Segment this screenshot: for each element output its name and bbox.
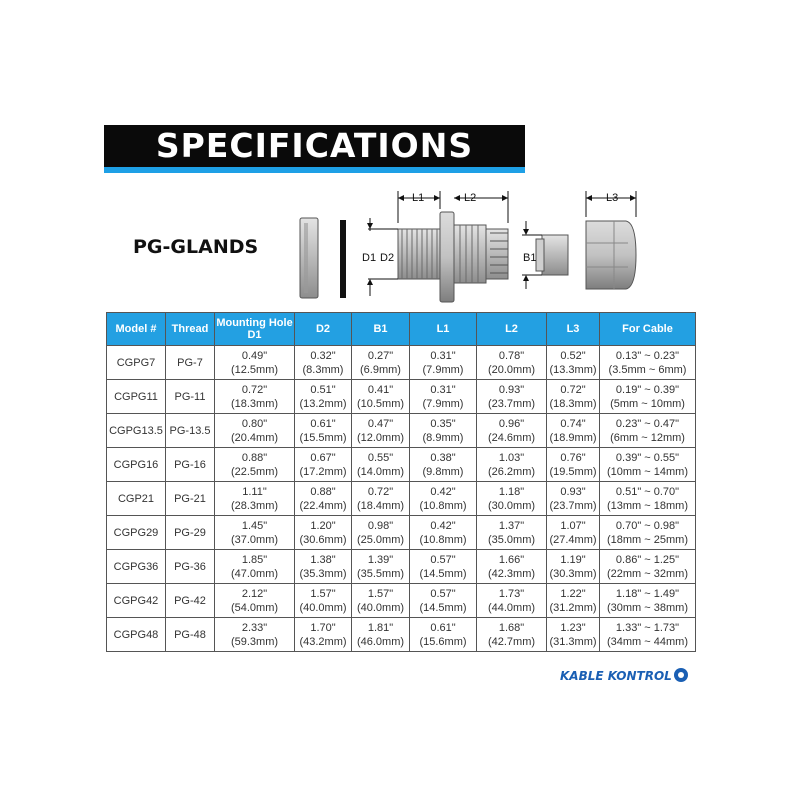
cell-value-mm: (14.5mm) bbox=[419, 567, 467, 580]
cell-value-mm: (9.8mm) bbox=[422, 465, 464, 478]
cell-value-inch: 1.57" bbox=[367, 587, 394, 600]
cell-value-mm: (3.5mm ~ 6mm) bbox=[608, 363, 687, 376]
cell-value-mm: (15.6mm) bbox=[419, 635, 467, 648]
cell-value-mm: (14.5mm) bbox=[419, 601, 467, 614]
cell-value-inch: 0.88" bbox=[241, 451, 268, 464]
cell-value-inch: 1.19" bbox=[560, 553, 586, 566]
table-cell bbox=[295, 584, 352, 618]
table-cell bbox=[410, 516, 477, 550]
table-cell bbox=[215, 414, 295, 448]
table-body bbox=[107, 346, 696, 652]
table-row bbox=[107, 482, 696, 516]
table-cell bbox=[352, 516, 410, 550]
cell-value-inch: 0.72" bbox=[560, 383, 586, 396]
cell-value-inch: 0.32" bbox=[310, 349, 336, 362]
cell-value-mm: (18.9mm) bbox=[549, 431, 597, 444]
table-cell bbox=[477, 346, 547, 380]
table-cell bbox=[295, 414, 352, 448]
gland-body-part bbox=[398, 212, 508, 302]
cell-value-inch: 0.88" bbox=[310, 485, 336, 498]
table-cell bbox=[477, 516, 547, 550]
cell-value-mm: (23.7mm) bbox=[487, 397, 536, 410]
locknut-part bbox=[300, 218, 318, 298]
cell-value-mm: (17.2mm) bbox=[299, 465, 347, 478]
title-banner-stripe bbox=[104, 167, 525, 173]
table-cell: PG-29 bbox=[166, 516, 215, 550]
table-cell bbox=[295, 380, 352, 414]
table-cell bbox=[600, 482, 696, 516]
cell-value-mm: (20.4mm) bbox=[230, 431, 279, 444]
cell-value-mm: (7.9mm) bbox=[422, 363, 464, 376]
cell-value-mm: (42.3mm) bbox=[487, 567, 536, 580]
cell-value-mm: (47.0mm) bbox=[230, 567, 279, 580]
table-header-row bbox=[107, 313, 696, 346]
cell-value-mm: (8.9mm) bbox=[422, 431, 464, 444]
dim-label-l3: L3 bbox=[606, 192, 619, 204]
table-cell bbox=[410, 414, 477, 448]
cell-value-mm: (13.2mm) bbox=[299, 397, 347, 410]
table-cell: CGPG16 bbox=[107, 448, 166, 482]
table-cell bbox=[215, 448, 295, 482]
cell-value-mm: (35.0mm) bbox=[487, 533, 536, 546]
cell-value-inch: 0.51" bbox=[310, 383, 336, 396]
table-cell bbox=[352, 482, 410, 516]
cell-value-inch: 0.49" bbox=[241, 349, 268, 362]
table-cell: CGPG11 bbox=[107, 380, 166, 414]
column-header: L1 bbox=[410, 313, 477, 346]
table-cell: PG-42 bbox=[166, 584, 215, 618]
column-header: L2 bbox=[477, 313, 547, 346]
cell-value-inch: 2.33" bbox=[241, 621, 268, 634]
dim-label-l2: L2 bbox=[464, 192, 477, 204]
cell-value-mm: (40.0mm) bbox=[356, 601, 405, 614]
cell-value-inch: 1.85" bbox=[241, 553, 268, 566]
table-cell bbox=[352, 584, 410, 618]
cell-value-inch: 0.76" bbox=[560, 451, 586, 464]
cell-value-inch: 0.42" bbox=[430, 485, 456, 498]
cell-value-inch: 1.57" bbox=[310, 587, 336, 600]
cell-value-inch: 0.61" bbox=[310, 417, 336, 430]
column-header: D2 bbox=[295, 313, 352, 346]
column-header: For Cable bbox=[600, 313, 696, 346]
cell-value-mm: (30.3mm) bbox=[549, 567, 597, 580]
kable-kontrol-logo bbox=[560, 664, 690, 686]
table-cell bbox=[352, 346, 410, 380]
cell-value-mm: (19.5mm) bbox=[549, 465, 597, 478]
cell-value-inch: 1.70" bbox=[310, 621, 336, 634]
table-row bbox=[107, 380, 696, 414]
table-cell bbox=[477, 618, 547, 652]
cell-value-mm: (42.7mm) bbox=[487, 635, 536, 648]
cell-value-inch: 1.45" bbox=[241, 519, 268, 532]
cell-value-inch: 0.86" ~ 1.25" bbox=[615, 553, 680, 566]
table-row bbox=[107, 346, 696, 380]
cell-value-inch: 1.33" ~ 1.73" bbox=[615, 621, 680, 634]
cell-value-mm: (35.5mm) bbox=[356, 567, 405, 580]
table-cell: PG-7 bbox=[166, 346, 215, 380]
cell-value-mm: (22.4mm) bbox=[299, 499, 347, 512]
cell-value-mm: (5mm ~ 10mm) bbox=[610, 397, 685, 410]
page-title: SPECIFICATIONS bbox=[155, 126, 474, 165]
cell-value-mm: (18.4mm) bbox=[356, 499, 405, 512]
cell-value-mm: (12.0mm) bbox=[356, 431, 405, 444]
cell-value-inch: 1.18" bbox=[498, 485, 525, 498]
column-header: B1 bbox=[352, 313, 410, 346]
cell-value-mm: (31.2mm) bbox=[549, 601, 597, 614]
cell-value-mm: (10mm ~ 14mm) bbox=[607, 465, 688, 478]
cell-value-mm: (14.0mm) bbox=[356, 465, 405, 478]
cell-value-inch: 0.39" ~ 0.55" bbox=[615, 451, 680, 464]
table-cell: PG-48 bbox=[166, 618, 215, 652]
cell-value-mm: (10.8mm) bbox=[419, 533, 467, 546]
table-row bbox=[107, 550, 696, 584]
cell-value-mm: (10.8mm) bbox=[419, 499, 467, 512]
cell-value-inch: 1.23" bbox=[560, 621, 586, 634]
cell-value-inch: 0.47" bbox=[367, 417, 394, 430]
table-cell: CGPG48 bbox=[107, 618, 166, 652]
cell-value-inch: 0.93" bbox=[560, 485, 586, 498]
table-cell bbox=[547, 516, 600, 550]
cell-value-inch: 1.18" ~ 1.49" bbox=[615, 587, 680, 600]
cell-value-mm: (30mm ~ 38mm) bbox=[607, 601, 688, 614]
cell-value-inch: 1.37" bbox=[498, 519, 525, 532]
table-cell bbox=[547, 346, 600, 380]
table-cell: CGPG29 bbox=[107, 516, 166, 550]
cell-value-mm: (22mm ~ 32mm) bbox=[607, 567, 688, 580]
table-cell: PG-36 bbox=[166, 550, 215, 584]
table-cell bbox=[547, 380, 600, 414]
cell-value-mm: (31.3mm) bbox=[549, 635, 597, 648]
table-cell: PG-21 bbox=[166, 482, 215, 516]
cell-value-inch: 1.07" bbox=[560, 519, 586, 532]
table-cell: CGPG13.5 bbox=[107, 414, 166, 448]
cell-value-inch: 0.67" bbox=[310, 451, 336, 464]
table-cell bbox=[477, 380, 547, 414]
cell-value-inch: 0.35" bbox=[430, 417, 456, 430]
washer-part bbox=[340, 220, 346, 298]
table-cell bbox=[547, 550, 600, 584]
table-cell bbox=[215, 346, 295, 380]
table-cell bbox=[215, 584, 295, 618]
cell-value-inch: 0.70" ~ 0.98" bbox=[615, 519, 680, 532]
table-cell: PG-16 bbox=[166, 448, 215, 482]
column-header: L3 bbox=[547, 313, 600, 346]
table-cell bbox=[477, 550, 547, 584]
dim-label-l1: L1 bbox=[412, 192, 425, 204]
cell-value-inch: 1.22" bbox=[560, 587, 586, 600]
dim-label-b1: B1 bbox=[523, 252, 537, 264]
cell-value-mm: (6mm ~ 12mm) bbox=[610, 431, 685, 444]
cell-value-mm: (12.5mm) bbox=[230, 363, 279, 376]
table-row bbox=[107, 448, 696, 482]
cell-value-mm: (40.0mm) bbox=[299, 601, 347, 614]
table-cell bbox=[547, 448, 600, 482]
table-cell: CGPG7 bbox=[107, 346, 166, 380]
table-cell bbox=[410, 448, 477, 482]
table-cell bbox=[600, 516, 696, 550]
cell-value-inch: 1.68" bbox=[498, 621, 525, 634]
cell-value-inch: 0.93" bbox=[498, 383, 525, 396]
table-cell bbox=[547, 618, 600, 652]
cell-value-mm: (20.0mm) bbox=[487, 363, 536, 376]
cell-value-mm: (27.4mm) bbox=[549, 533, 597, 546]
cell-value-mm: (26.2mm) bbox=[487, 465, 536, 478]
cell-value-mm: (10.5mm) bbox=[356, 397, 405, 410]
table-cell bbox=[215, 380, 295, 414]
product-name: PG-GLANDS bbox=[133, 236, 259, 258]
table-cell bbox=[295, 448, 352, 482]
cell-value-mm: (54.0mm) bbox=[230, 601, 279, 614]
table-cell bbox=[352, 380, 410, 414]
table-cell bbox=[215, 482, 295, 516]
cell-value-mm: (25.0mm) bbox=[356, 533, 405, 546]
cell-value-inch: 1.73" bbox=[498, 587, 525, 600]
cell-value-mm: (59.3mm) bbox=[230, 635, 279, 648]
table-row bbox=[107, 584, 696, 618]
table-cell bbox=[295, 618, 352, 652]
table-cell bbox=[352, 414, 410, 448]
cell-value-mm: (13mm ~ 18mm) bbox=[607, 499, 688, 512]
table-cell: CGPG42 bbox=[107, 584, 166, 618]
column-header: Mounting Hole D1 bbox=[215, 313, 295, 346]
cell-value-inch: 0.41" bbox=[367, 383, 394, 396]
dim-label-d2: D2 bbox=[380, 252, 395, 264]
cell-value-inch: 0.31" bbox=[430, 349, 456, 362]
cell-value-inch: 0.72" bbox=[367, 485, 394, 498]
table-cell bbox=[410, 550, 477, 584]
table-cell bbox=[215, 516, 295, 550]
seal-insert-part bbox=[536, 235, 568, 275]
table-cell bbox=[600, 346, 696, 380]
cell-value-inch: 0.23" ~ 0.47" bbox=[615, 417, 680, 430]
cell-value-mm: (44.0mm) bbox=[487, 601, 536, 614]
cell-value-mm: (23.7mm) bbox=[549, 499, 597, 512]
cell-value-mm: (37.0mm) bbox=[230, 533, 279, 546]
spec-table bbox=[106, 312, 696, 652]
table-cell bbox=[295, 550, 352, 584]
cell-value-inch: 0.51" ~ 0.70" bbox=[615, 485, 680, 498]
table-cell bbox=[410, 618, 477, 652]
table-cell bbox=[600, 550, 696, 584]
table-cell bbox=[600, 584, 696, 618]
cell-value-inch: 1.03" bbox=[498, 451, 525, 464]
table-cell: PG-11 bbox=[166, 380, 215, 414]
table-cell bbox=[215, 550, 295, 584]
table-cell bbox=[352, 618, 410, 652]
cell-value-inch: 0.13" ~ 0.23" bbox=[615, 349, 680, 362]
table-cell bbox=[477, 482, 547, 516]
cell-value-inch: 1.11" bbox=[242, 485, 267, 498]
cell-value-mm: (18mm ~ 25mm) bbox=[607, 533, 688, 546]
cell-value-inch: 0.96" bbox=[498, 417, 525, 430]
table-cell bbox=[477, 448, 547, 482]
cell-value-inch: 1.66" bbox=[498, 553, 525, 566]
table-cell bbox=[352, 550, 410, 584]
table-cell bbox=[477, 584, 547, 618]
table-cell bbox=[600, 448, 696, 482]
pg-gland-diagram bbox=[290, 183, 650, 308]
table-cell bbox=[410, 380, 477, 414]
cap-nut-part bbox=[586, 221, 636, 289]
cell-value-mm: (35.3mm) bbox=[299, 567, 347, 580]
cell-value-mm: (18.3mm) bbox=[549, 397, 597, 410]
cell-value-mm: (46.0mm) bbox=[356, 635, 405, 648]
table-cell bbox=[600, 414, 696, 448]
table-cell bbox=[477, 414, 547, 448]
table-cell: PG-13.5 bbox=[166, 414, 215, 448]
table-row bbox=[107, 618, 696, 652]
table-cell bbox=[547, 482, 600, 516]
cell-value-inch: 0.78" bbox=[498, 349, 525, 362]
cell-value-mm: (28.3mm) bbox=[230, 499, 279, 512]
cell-value-mm: (15.5mm) bbox=[299, 431, 347, 444]
table-cell bbox=[600, 618, 696, 652]
table-cell: CGPG36 bbox=[107, 550, 166, 584]
table-cell bbox=[410, 584, 477, 618]
cell-value-inch: 2.12" bbox=[241, 587, 268, 600]
dim-label-d1: D1 bbox=[362, 252, 377, 264]
table-cell bbox=[410, 346, 477, 380]
cell-value-inch: 0.61" bbox=[430, 621, 456, 634]
cell-value-mm: (22.5mm) bbox=[230, 465, 279, 478]
column-header: Model # bbox=[107, 313, 166, 346]
table-row bbox=[107, 414, 696, 448]
table-cell bbox=[295, 482, 352, 516]
table-cell bbox=[410, 482, 477, 516]
cell-value-mm: (7.9mm) bbox=[422, 397, 464, 410]
cell-value-mm: (34mm ~ 44mm) bbox=[607, 635, 688, 648]
cell-value-inch: 0.74" bbox=[560, 417, 586, 430]
cell-value-mm: (30.6mm) bbox=[299, 533, 347, 546]
logo-wordmark: KABLE KONTROL bbox=[560, 669, 672, 683]
cell-value-mm: (13.3mm) bbox=[549, 363, 597, 376]
cell-value-inch: 0.42" bbox=[430, 519, 456, 532]
cell-value-mm: (8.3mm) bbox=[302, 363, 344, 376]
cell-value-inch: 0.57" bbox=[430, 553, 456, 566]
table-cell bbox=[352, 448, 410, 482]
cell-value-mm: (24.6mm) bbox=[487, 431, 536, 444]
cell-value-mm: (43.2mm) bbox=[299, 635, 347, 648]
cell-value-inch: 0.19" ~ 0.39" bbox=[615, 383, 680, 396]
cell-value-mm: (18.3mm) bbox=[230, 397, 279, 410]
cell-value-inch: 0.98" bbox=[367, 519, 394, 532]
table-cell bbox=[547, 584, 600, 618]
cell-value-mm: (30.0mm) bbox=[487, 499, 536, 512]
cell-value-inch: 0.72" bbox=[241, 383, 268, 396]
table-cell bbox=[295, 516, 352, 550]
table-cell bbox=[295, 346, 352, 380]
table-cell bbox=[547, 414, 600, 448]
cell-value-inch: 0.52" bbox=[560, 349, 586, 362]
cell-value-mm: (6.9mm) bbox=[360, 363, 401, 376]
cell-value-inch: 1.38" bbox=[310, 553, 336, 566]
cell-value-inch: 0.80" bbox=[241, 417, 268, 430]
table-row bbox=[107, 516, 696, 550]
table-cell bbox=[215, 618, 295, 652]
cell-value-inch: 0.57" bbox=[430, 587, 456, 600]
column-header: Thread bbox=[166, 313, 215, 346]
cell-value-inch: 0.38" bbox=[430, 451, 456, 464]
table-cell bbox=[600, 380, 696, 414]
cell-value-inch: 0.31" bbox=[430, 383, 456, 396]
cell-value-inch: 1.81" bbox=[367, 621, 394, 634]
table-cell: CGP21 bbox=[107, 482, 166, 516]
cell-value-inch: 1.39" bbox=[367, 553, 394, 566]
cell-value-inch: 0.27" bbox=[367, 349, 394, 362]
cell-value-inch: 1.20" bbox=[310, 519, 336, 532]
cell-value-inch: 0.55" bbox=[367, 451, 394, 464]
